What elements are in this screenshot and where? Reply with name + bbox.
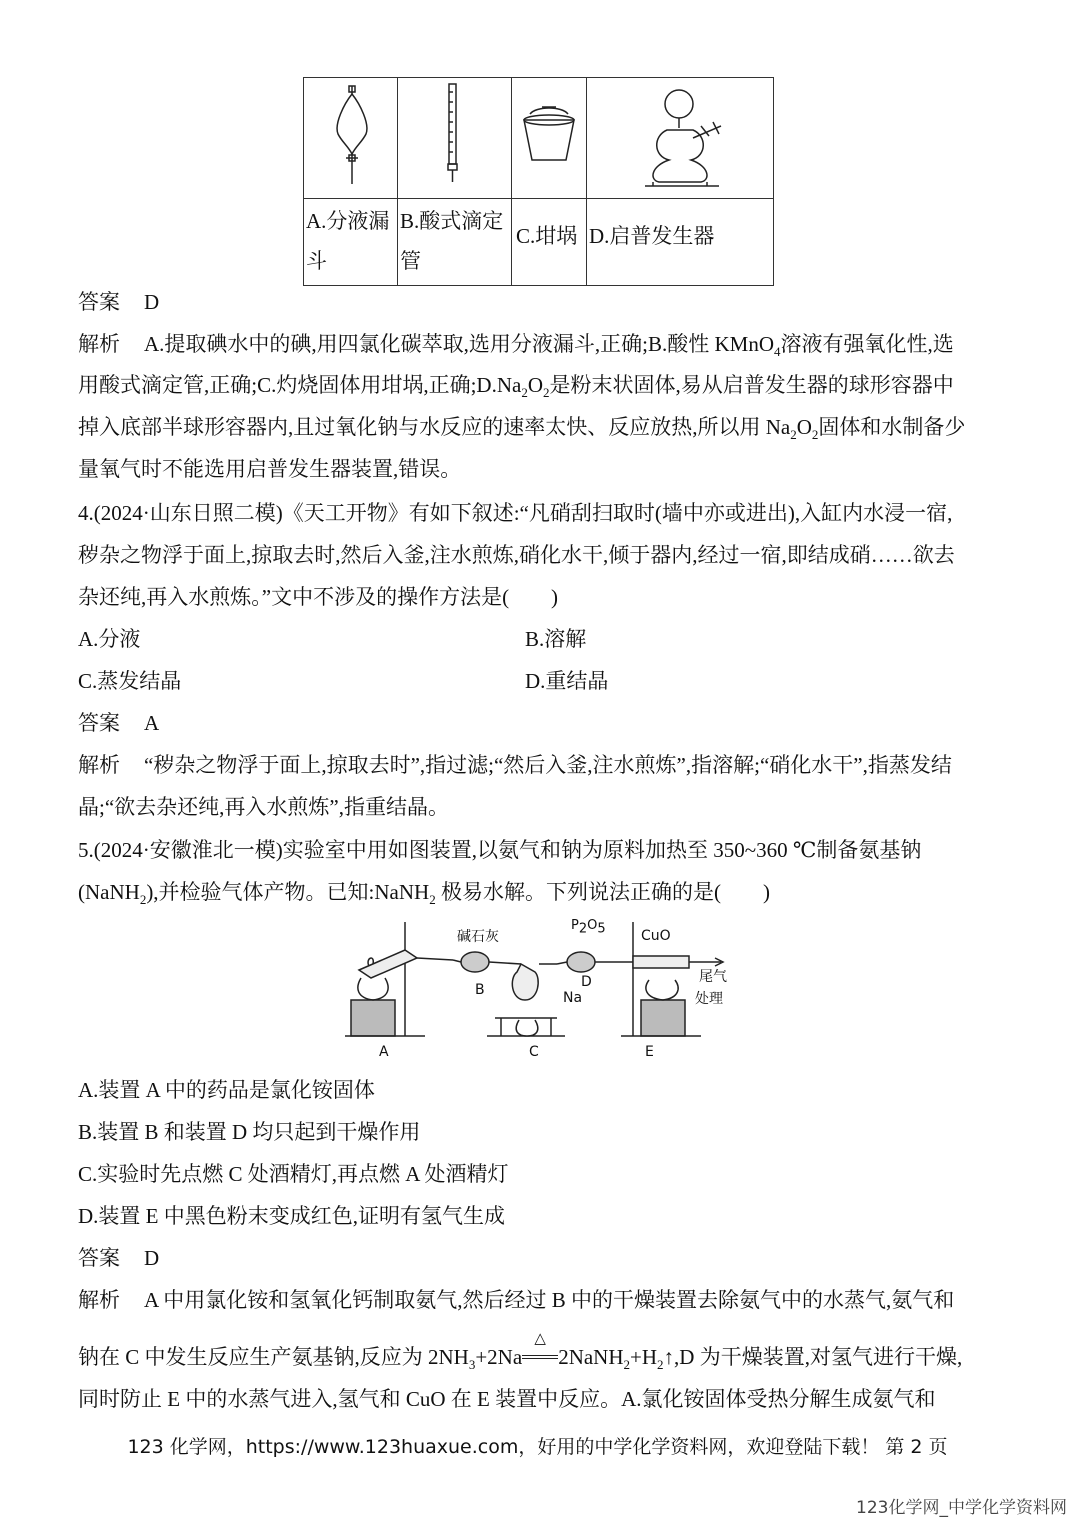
q4-analysis-line2: 晶;“欲去杂还纯,再入水煎炼”,指重结晶。 <box>78 795 449 819</box>
label-b: B <box>475 982 485 998</box>
q4-option-a: A.分液 <box>78 627 141 651</box>
stem-text: 极易水解。下列说法正确的是( ) <box>435 880 770 904</box>
label-p2o5 <box>571 918 606 937</box>
analysis-text: 掉入底部半球形容器内,且过氧化钠与水反应的速率太快、反应放热,所以用 Na <box>78 415 791 439</box>
q3-analysis-line4: 量氧气时不能选用启普发生器装置,错误。 <box>78 457 462 481</box>
q5-option-a: A.装置 A 中的药品是氯化铵固体 <box>78 1078 375 1102</box>
table-divider <box>304 198 773 199</box>
subscript: 2 <box>521 385 528 401</box>
label-na: Na <box>563 990 583 1006</box>
analysis-text: “秽杂之物浮于面上,掠取去时”,指过滤;“然后入釜,注水煎炼”,指溶解;“硝化水干”,指蒸发结 <box>144 753 952 777</box>
heat-arrow <box>522 1331 558 1359</box>
analysis-text: +H <box>630 1345 658 1369</box>
subscript: 2 <box>543 385 550 401</box>
analysis-text: A 中用氯化铵和氢氧化钙制取氨气,然后经过 B 中的干燥装置去除氨气中的水蒸气,氨气和 <box>144 1288 955 1312</box>
table-divider <box>511 78 512 285</box>
apparatus-diagram <box>345 918 740 1068</box>
q5-analysis-line2 <box>78 1331 963 1380</box>
cell-a-line1: A.分液漏 <box>306 209 390 233</box>
watermark: 123化学网_中学化学资料网 <box>856 1498 1067 1518</box>
text: P <box>571 918 579 933</box>
q5-option-d: D.装置 E 中黑色粉末变成红色,证明有氢气生成 <box>78 1204 505 1228</box>
cell-b-line1: B.酸式滴定 <box>400 209 504 233</box>
q4-answer <box>78 708 159 738</box>
q4-stem-line3: 杂还纯,再入水煎炼。”文中不涉及的操作方法是( ) <box>78 585 559 609</box>
analysis-text: ↑,D 为干燥装置,对氢气进行干燥, <box>663 1345 963 1369</box>
subscript: 2 <box>623 1357 631 1373</box>
q3-analysis-line2: 用酸式滴定管,正确;C.灼烧固体用坩埚,正确$;D.Na_2O_2$是粉末状固体,易从启普发生器的球形容器中 <box>78 373 954 401</box>
stem-text: (NaNH <box>78 880 140 904</box>
kipp-generator-image <box>639 82 739 194</box>
label-c: C <box>529 1044 539 1060</box>
q5-stem-line1: 5.(2024·安徽淮北一模)实验室中用如图装置,以氨气和钠为原料加热至 350~360 ℃制备氨基钠 <box>78 838 922 862</box>
q4-stem-line1: 4.(2024·山东日照二模)《天工开物》有如下叙述:“凡硝刮扫取时(墙中亦或进出),入缸内水浸一宿, <box>78 501 953 525</box>
label-tail1: 尾气 <box>699 969 727 985</box>
label-cuo: CuO <box>641 928 671 944</box>
cell-a-line2: 斗 <box>306 249 327 273</box>
table-divider <box>397 78 398 285</box>
q4-option-d: D.重结晶 <box>525 669 609 693</box>
q3-analysis-line3: 掉入底部半球形容器内,且过氧化钠与水反应的速率太快、反应放热,所以用 $Na_2O_2$固体和水制备少 <box>78 415 966 443</box>
q3-answer <box>78 287 159 317</box>
analysis-text: +2Na <box>475 1345 523 1369</box>
subscript: 2 <box>657 1357 664 1373</box>
acid-burette-image <box>438 82 468 194</box>
subscript: 5 <box>597 921 606 937</box>
table-cell-c: C.坩埚 <box>516 224 578 248</box>
table-cell-b <box>400 201 503 281</box>
answer-value: A <box>144 711 160 735</box>
answer-label: 答案 <box>78 290 120 314</box>
analysis-label: 解析 <box>78 1288 120 1312</box>
q4-option-c: C.蒸发结晶 <box>78 669 182 693</box>
q5-option-b: B.装置 B 和装置 D 均只起到干燥作用 <box>78 1120 421 1144</box>
q4-stem-line2: 秽杂之物浮于面上,掠取去时,然后入釜,注水煎炼,硝化水干,倾于器内,经过一宿,即结成硝……欲去 <box>78 543 955 567</box>
answer-label: 答案 <box>78 1246 120 1270</box>
q5-analysis-line1 <box>78 1285 954 1315</box>
text: O <box>587 918 598 933</box>
subscript: 4 <box>774 344 781 360</box>
q3-analysis-line1 <box>78 329 954 367</box>
q4-option-b: B.溶解 <box>525 627 587 651</box>
answer-value: D <box>144 1246 160 1270</box>
label-tail2: 处理 <box>695 991 723 1007</box>
answer-value: D <box>144 290 160 314</box>
analysis-text: 固体和水制备少 <box>818 415 966 439</box>
separatory-funnel-image <box>324 84 384 192</box>
analysis-text: A.提取碘水中的碘,用四氯化碳萃取,选用分液漏斗,正确;B.酸性 KMnO <box>144 332 775 356</box>
table-divider <box>586 78 587 285</box>
table-cell-a <box>306 201 389 281</box>
q5-analysis-line3: 同时防止 E 中的水蒸气进入,氢气和 CuO 在 E 装置中反应。A.氯化铵固体受热分解生成氨气和 <box>78 1387 936 1411</box>
subscript: 3 <box>468 1357 476 1373</box>
crucible-image <box>516 98 582 168</box>
subscript: 2 <box>139 892 147 908</box>
q5-option-c: C.实验时先点燃 C 处酒精灯,再点燃 A 处酒精灯 <box>78 1162 509 1186</box>
label-d: D <box>581 974 592 990</box>
heat-symbol: △ <box>534 1331 546 1347</box>
analysis-text: 用酸式滴定管,正确;C.灼烧固体用坩埚,正确;D.Na <box>78 373 522 397</box>
analysis-text: 是粉末状固体,易从启普发生器的球形容器中 <box>549 373 954 397</box>
subscript: 2 <box>429 892 436 908</box>
label-e: E <box>645 1044 654 1060</box>
apparatus-table <box>303 77 774 286</box>
q5-answer <box>78 1243 159 1273</box>
analysis-text: 钠在 C 中发生反应生产氨基钠,反应为 2NH <box>78 1345 469 1369</box>
analysis-label: 解析 <box>78 753 120 777</box>
subscript: 2 <box>578 921 588 937</box>
cell-b-line2: 管 <box>400 249 421 273</box>
analysis-label: 解析 <box>78 332 120 356</box>
analysis-text: 2NaNH <box>558 1345 624 1369</box>
analysis-text: 溶液有强氧化性,选 <box>780 332 954 356</box>
table-cell-d: D.启普发生器 <box>589 224 715 248</box>
answer-label: 答案 <box>78 711 120 735</box>
label-a: A <box>379 1044 389 1060</box>
stem-text: ),并检验气体产物。已知:NaNH <box>146 880 430 904</box>
subscript: 2 <box>790 427 797 443</box>
q4-analysis-line1 <box>78 750 952 780</box>
page-footer: 123 化学网，https://www.123huaxue.com，好用的中学化学资料网，欢迎登陆下载！ 第 2 页 <box>127 1436 948 1458</box>
q5-stem-line2 <box>78 877 770 915</box>
subscript: 2 <box>811 427 819 443</box>
label-soda-lime: 碱石灰 <box>457 929 499 945</box>
